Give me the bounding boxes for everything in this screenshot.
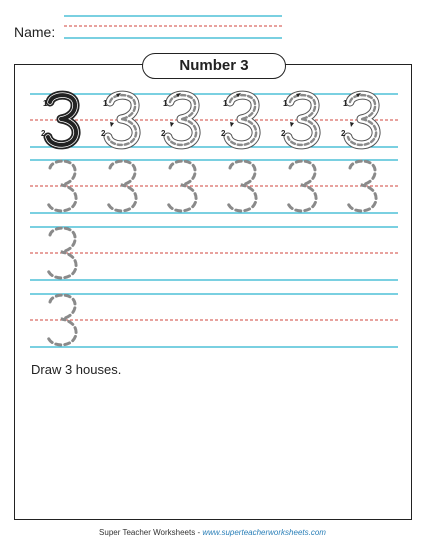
handwriting-row[interactable] [30,227,398,280]
traced-digit-3[interactable] [341,93,376,145]
stroke-order-label: 2 [341,129,346,138]
stroke-order-label: 1 [283,99,288,108]
stroke-order-label: 1 [343,99,348,108]
stroke-order-label: 1 [43,99,48,108]
direction-arrow-icon [350,122,354,127]
direction-arrow-icon [170,122,174,127]
stroke-order-label: 1 [223,99,228,108]
stroke-order-label: 2 [101,129,106,138]
footer [0,528,425,537]
handwriting-row[interactable] [30,294,398,347]
stroke-order-label: 2 [281,129,286,138]
name-label: Name: [14,24,56,40]
drawing-prompt: Draw 3 houses. [31,362,122,377]
traced-digit-3[interactable] [221,93,256,145]
traced-digit-3[interactable] [101,93,136,145]
traced-digit-3[interactable] [281,93,316,145]
stroke-order-label: 2 [161,129,166,138]
direction-arrow-icon [290,122,294,127]
handwriting-row[interactable] [30,160,398,213]
page-title: Number 3 [179,57,249,74]
stroke-order-label: 1 [163,99,168,108]
traced-digit-3[interactable] [161,93,196,145]
footer-url[interactable]: www.superteacherworksheets.com [202,528,326,537]
direction-arrow-icon [230,122,234,127]
direction-arrow-icon [110,122,114,127]
stroke-order-label: 2 [41,129,46,138]
stroke-order-label: 2 [221,129,226,138]
stroke-order-label: 1 [103,99,108,108]
footer-brand: Super Teacher Worksheets - [99,528,203,537]
